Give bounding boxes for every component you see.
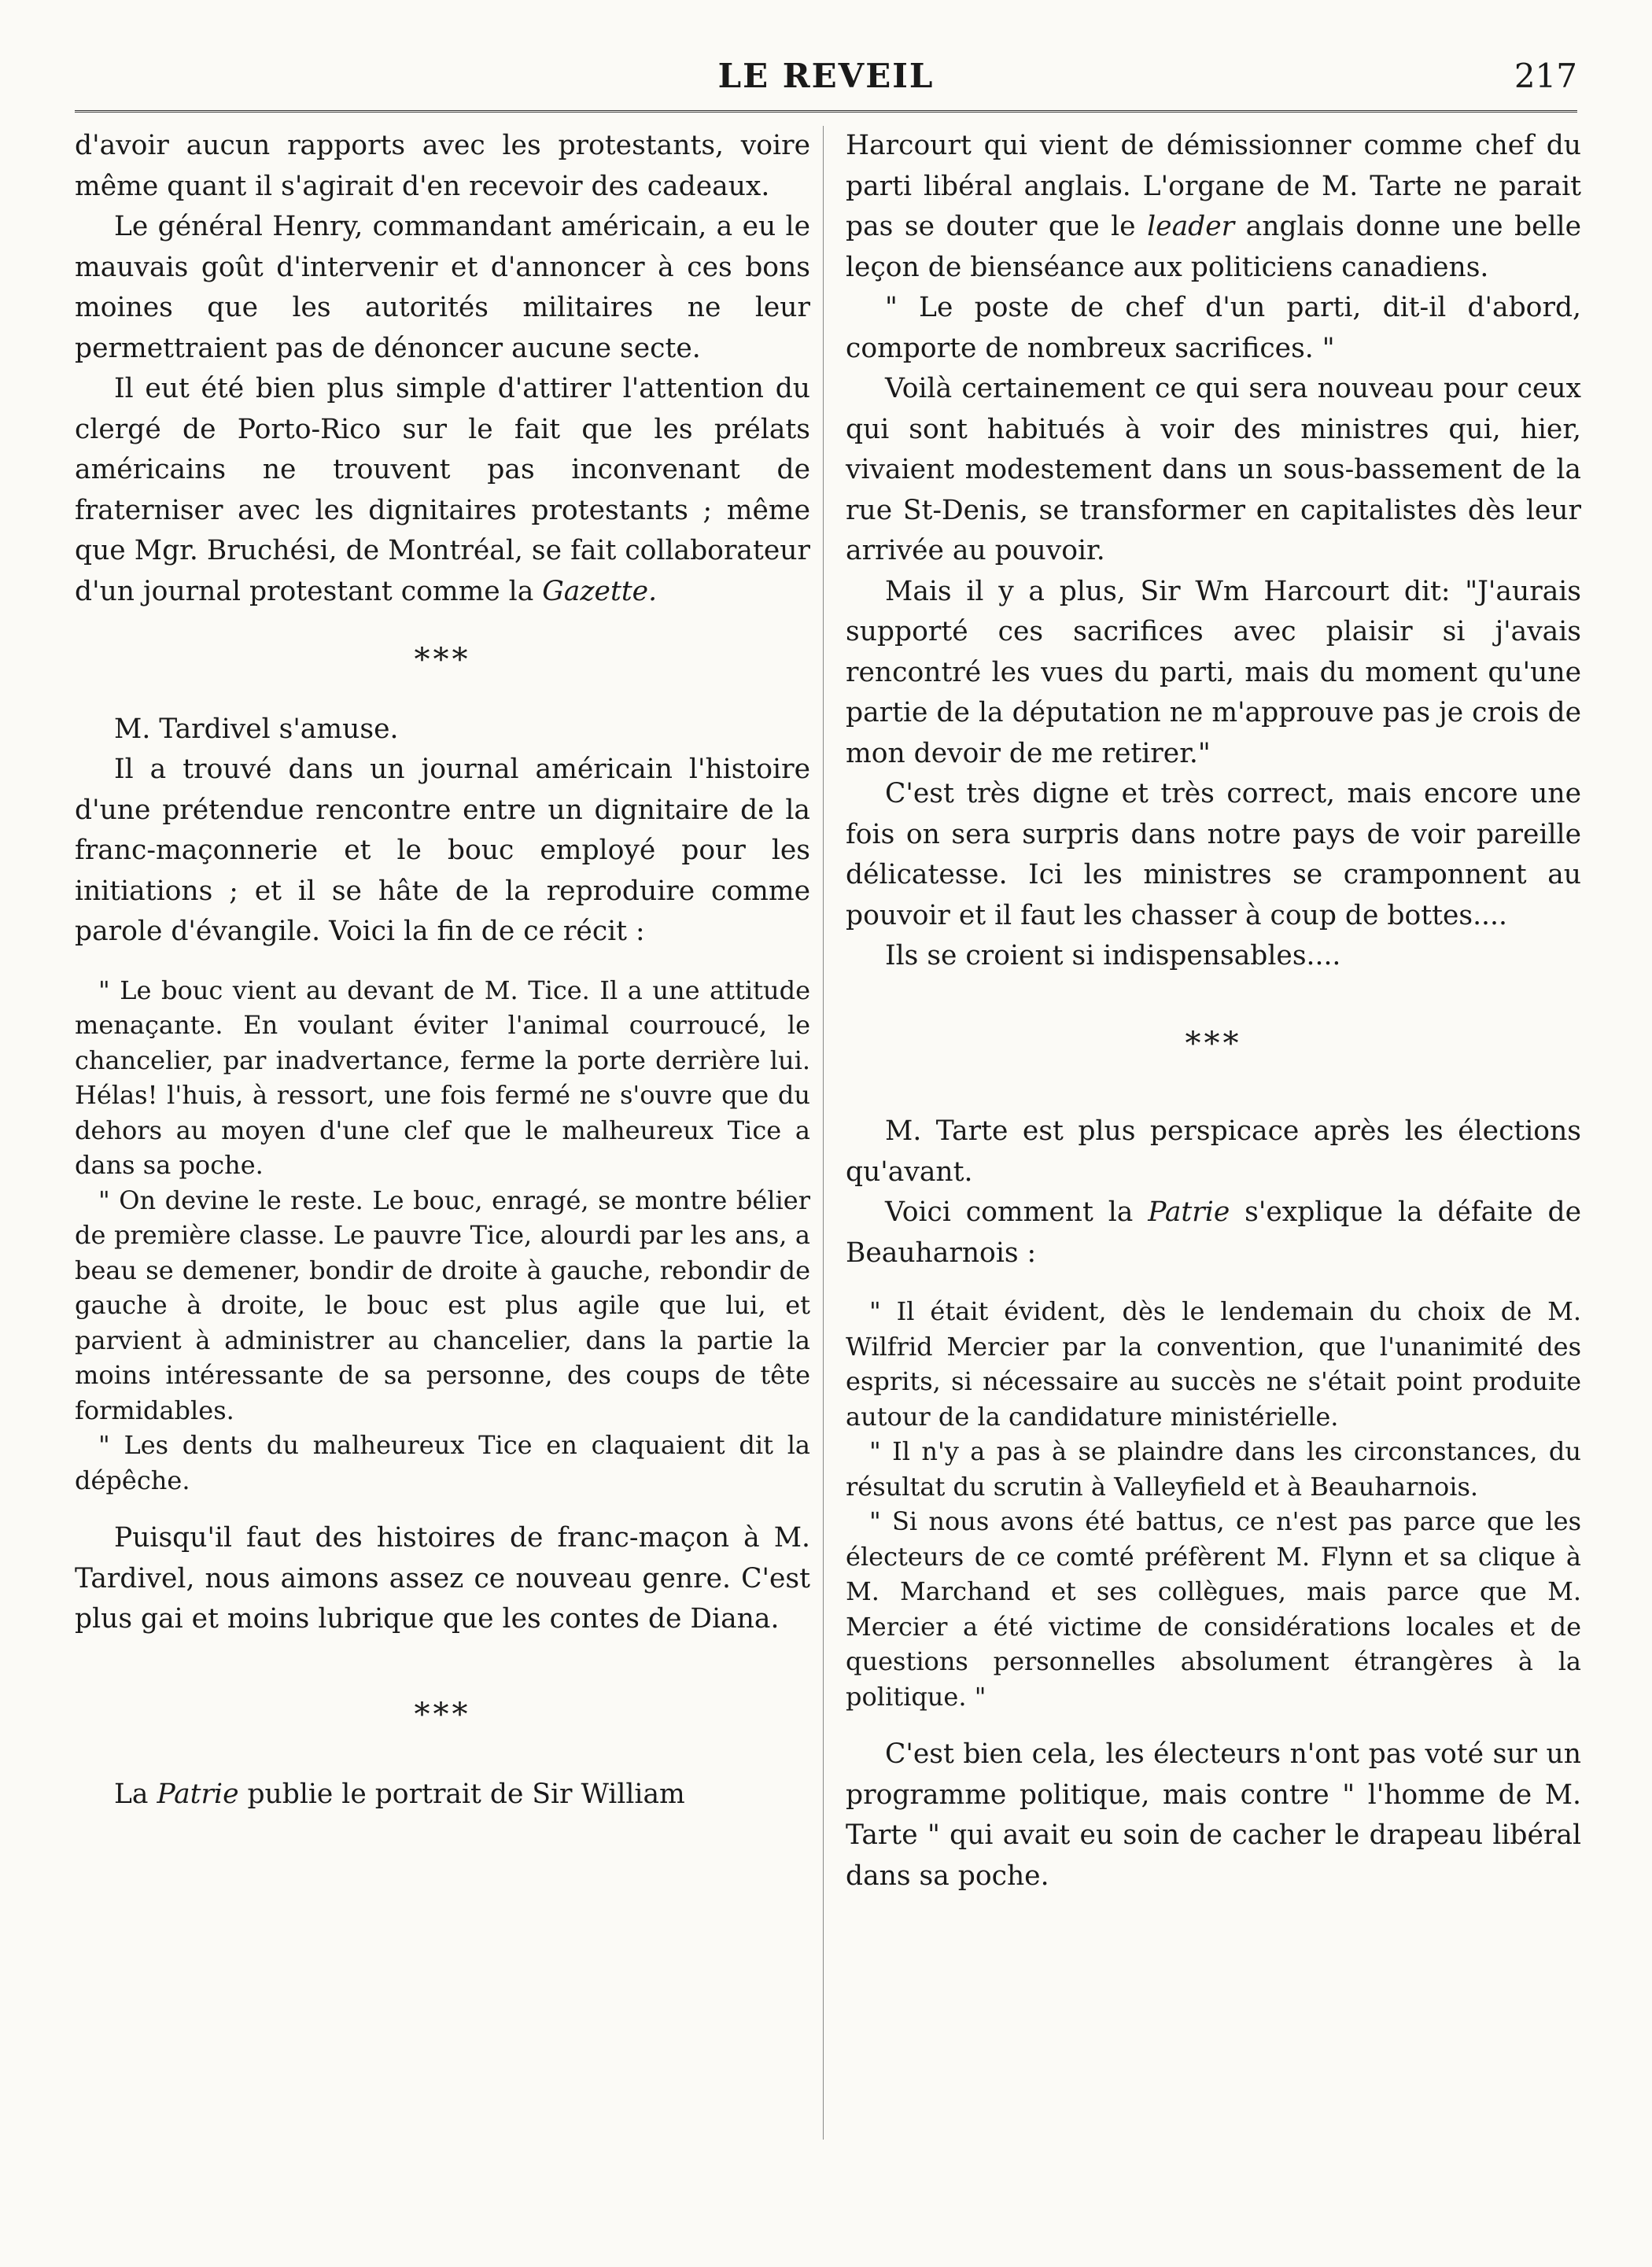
column-divider	[823, 126, 824, 2140]
spacer	[846, 1714, 1581, 1734]
paragraph-text: Voici comment la	[885, 1196, 1134, 1228]
paragraph-text: M. Tardivel s'amuse.	[114, 713, 399, 745]
paragraph: Mais il y a plus, Sir Wm Harcourt dit: "J'aurais supporté ces sacrifices avec plaisir si j'avais rencontré les vues du parti, mais du moment qu'une partie de la députation ne m'approuve pas je crois de mon devoir de me retirer."	[846, 575, 1581, 769]
paragraph-text: anglais donne une belle leçon de bienséance aux politiciens canadiens.	[846, 211, 1582, 283]
quotation: " On devine le reste. Le bouc, enragé, se montre bélier de première classe. Le pauvre Tice, alourdi par les ans, a beau se demener, bondir de droite à gauche, rebondir de gauche à droite, le bouc est plus agile que lui, et parvient à administrer au chancelier, dans la partie la moins intéressante de sa personne, des coups de tête formidables.	[75, 1185, 810, 1425]
paragraph: Voilà certainement ce qui sera nouveau pour ceux qui sont habitués à voir des ministres qui, hier, vivaient modestement dans un sous-bassement de la rue St-Denis, se transformer en capitalistes dès leur arrivée au pouvoir.	[846, 373, 1581, 566]
quotation: " Il était évident, dès le lendemain du choix de M. Wilfrid Mercier par la convention, que l'unanimité des esprits, si nécessaire au succès ne s'était point produite autour de la candidature ministérielle.	[846, 1296, 1581, 1432]
paragraph	[846, 1192, 1581, 1274]
spacer	[75, 1498, 810, 1518]
paragraph	[75, 1775, 810, 1815]
paragraph-text: Harcourt qui vient de démissionner comme chef du parti libéral anglais. L'organe de M. Tarte ne parait pas se douter que le	[846, 130, 1581, 242]
page-number: 217	[1514, 57, 1577, 95]
left-column	[75, 126, 810, 1815]
header-rule	[75, 110, 1577, 112]
paragraph: M. Tarte est plus perspicace après les élections qu'avant.	[846, 1115, 1581, 1188]
italic-title: Gazette.	[542, 575, 658, 607]
paragraph	[75, 710, 810, 750]
running-title: LE REVEIL	[717, 57, 935, 95]
paragraph-text: Il eut été bien plus simple d'attirer l'attention du clergé de Porto-Rico sur le fait que les prélats américains ne trouvent pas inconvenant de fraterniser avec les dignitaires protestants ; même que Mgr. Bruchési, de Montréal, se fait collaborateur d'un journal protestant comme la	[75, 373, 810, 607]
paragraph: Le général Henry, commandant américain, a eu le mauvais goût d'intervenir et d'annoncer à ces bons moines que les autorités militaires ne leur permettraient pas de dénoncer aucune secte.	[75, 211, 810, 364]
section-separator: ***	[414, 642, 471, 678]
quotation: " Il n'y a pas à se plaindre dans les circonstances, du résultat du scrutin à Valleyfield et à Beauharnois.	[846, 1436, 1581, 1502]
quotation: " Si nous avons été battus, ce n'est pas parce que les électeurs de ce comté préfèrent M. Flynn et sa clique à M. Marchand et ses collègues, mais parce que M. Mercier a été victime de considérations locales et de questions personnelles absolument étrangères à la politique. "	[846, 1506, 1581, 1712]
paragraph-text: s'explique la défaite de Beauharnois :	[846, 1196, 1581, 1269]
italic-word: leader	[1147, 211, 1235, 242]
section-separator: ***	[1185, 1025, 1242, 1062]
page-header	[75, 57, 1577, 104]
spacer	[75, 953, 810, 973]
paragraph	[75, 369, 810, 612]
paragraph: Il a trouvé dans un journal américain l'histoire d'une prétendue rencontre entre un dignitaire de la franc-maçonnerie et le bouc employé pour les initiations ; et il se hâte de la reproduire comme parole d'évangile. Voici la fin de ce récit :	[75, 754, 810, 947]
paragraph: Ils se croient si indispensables....	[885, 940, 1341, 971]
paragraph-text: publie le portrait de Sir William	[247, 1779, 685, 1810]
paragraph-text: La	[114, 1779, 149, 1810]
quotation: " Le bouc vient au devant de M. Tice. Il a une attitude menaçante. En voulant éviter l'animal courroucé, le chancelier, par inadvertance, ferme la porte derrière lui. Hélas! l'huis, à ressort, une fois fermé ne s'ouvre que du dehors au moyen d'une clef que le malheureux Tice a dans sa poche.	[75, 975, 810, 1180]
paragraph: C'est bien cela, les électeurs n'ont pas voté sur un programme politique, mais contre " l'homme de M. Tarte " qui avait eu soin de cacher le drapeau libéral dans sa poche.	[846, 1738, 1581, 1892]
paragraph: C'est très digne et très correct, mais encore une fois on sera surpris dans notre pays de voir pareille délicatesse. Ici les ministres se cramponnent au pouvoir et il faut les chasser à coup de bottes....	[846, 778, 1581, 931]
paragraph	[846, 126, 1581, 288]
spacer	[846, 1274, 1581, 1294]
right-column	[846, 126, 1581, 1897]
paragraph: " Le poste de chef d'un parti, dit-il d'abord, comporte de nombreux sacrifices. "	[846, 292, 1581, 364]
italic-title: Patrie	[157, 1779, 239, 1810]
paragraph: d'avoir aucun rapports avec les protestants, voire même quant il s'agirait d'en recevoir des cadeaux.	[75, 130, 810, 202]
paragraph: Puisqu'il faut des histoires de franc-maçon à M. Tardivel, nous aimons assez ce nouveau genre. C'est plus gai et moins lubrique que les contes de Diana.	[75, 1522, 810, 1635]
quotation: " Les dents du malheureux Tice en claquaient dit la dépêche.	[75, 1430, 810, 1495]
section-separator: ***	[414, 1696, 471, 1733]
italic-title: Patrie	[1148, 1196, 1230, 1228]
